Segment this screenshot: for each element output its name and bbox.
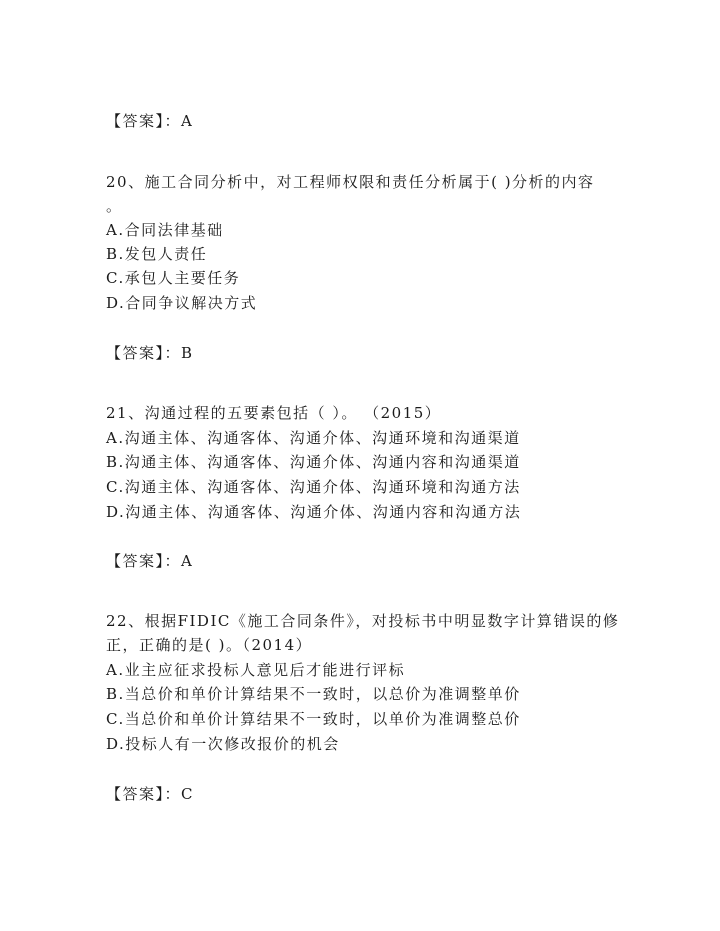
answer-line: 【答案】：C (106, 785, 194, 803)
question-22-option-b: B.当总价和单价计算结果不一致时，以总价为准调整单价 (106, 685, 521, 703)
question-22-option-a: A.业主应征求投标人意见后才能进行评标 (106, 661, 406, 679)
question-20-option-b: B.发包人责任 (106, 245, 208, 263)
question-21-option-d: D.沟通主体、沟通客体、沟通介体、沟通内容和沟通方法 (106, 503, 522, 521)
question-21-line-1: 21、沟通过程的五要素包括（ ）。 （2015） (106, 404, 442, 422)
answer-line: 【答案】：A (106, 112, 194, 130)
question-20-option-d: D.合同争议解决方式 (106, 294, 258, 312)
question-21-option-b: B.沟通主体、沟通客体、沟通介体、沟通内容和沟通渠道 (106, 453, 521, 471)
question-22-option-c: C.当总价和单价计算结果不一致时，以单价为准调整总价 (106, 710, 521, 728)
question-20-line-2: 。 (106, 197, 123, 215)
question-22-option-d: D.投标人有一次修改报价的机会 (106, 735, 340, 753)
question-20-line-1: 20、施工合同分析中，对工程师权限和责任分析属于( )分析的内容 (106, 173, 595, 191)
question-22-line-1: 22、根据FIDIC《施工合同条件》，对投标书中明显数字计算错误的修 (106, 612, 620, 630)
question-20-option-a: A.合同法律基础 (106, 221, 224, 239)
answer-line: 【答案】：A (106, 552, 194, 570)
question-22-line-2: 正，正确的是( )。（2014） (106, 636, 313, 654)
question-20-option-c: C.承包人主要任务 (106, 269, 241, 287)
question-21-option-a: A.沟通主体、沟通客体、沟通介体、沟通环境和沟通渠道 (106, 429, 521, 447)
question-21-option-c: C.沟通主体、沟通客体、沟通介体、沟通环境和沟通方法 (106, 478, 521, 496)
answer-line: 【答案】：B (106, 344, 194, 362)
